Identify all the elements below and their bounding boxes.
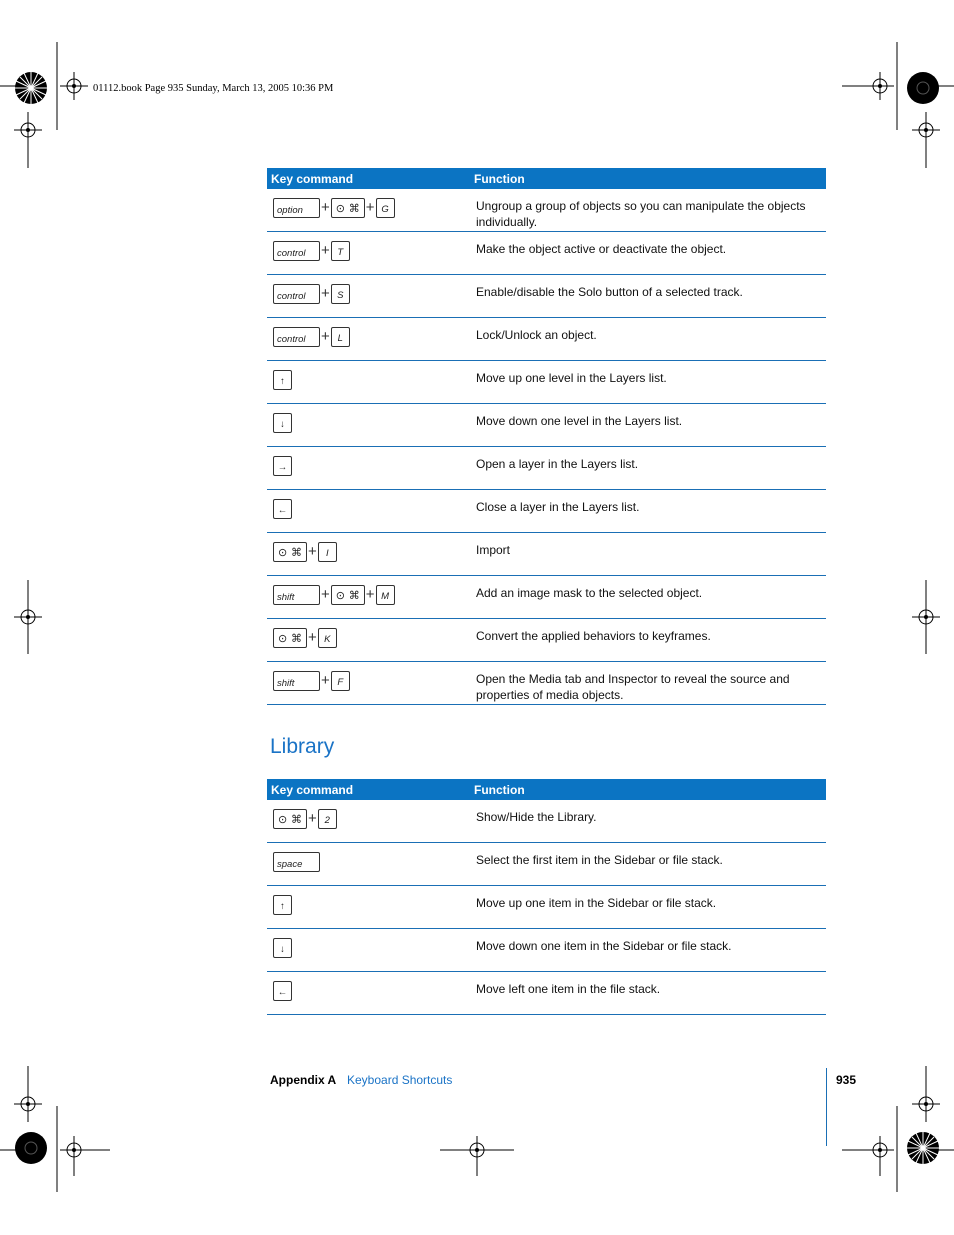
function-description: Show/Hide the Library.	[470, 800, 826, 843]
key-combo	[273, 542, 470, 562]
table-header-row	[267, 779, 826, 800]
function-description: Ungroup a group of objects so you can manipulate the objects individually.	[470, 189, 826, 232]
function-description: Move down one item in the Sidebar or file stack.	[470, 929, 826, 972]
key-combo	[273, 809, 470, 829]
keycap: space	[273, 852, 320, 872]
table-row	[267, 318, 826, 361]
function-description: Add an image mask to the selected object.	[470, 576, 826, 619]
command-key-icon	[273, 628, 307, 648]
function-description: Lock/Unlock an object.	[470, 318, 826, 361]
keycap: M	[376, 585, 395, 605]
function-description: Select the first item in the Sidebar or file stack.	[470, 843, 826, 886]
plus-sign: +	[365, 586, 375, 603]
column-header-function: Function	[470, 168, 826, 189]
key-combo	[273, 585, 470, 605]
key-combo	[273, 413, 470, 433]
function-description: Move left one item in the file stack.	[470, 972, 826, 1015]
keycap: control	[273, 284, 320, 304]
key-command-cell	[267, 232, 470, 275]
table-header-row	[267, 168, 826, 189]
keycap: ←	[273, 499, 292, 519]
table-row	[267, 404, 826, 447]
footer-appendix: Appendix A	[270, 1073, 337, 1087]
function-description: Move up one level in the Layers list.	[470, 361, 826, 404]
key-combo	[273, 628, 470, 648]
plus-sign: +	[308, 543, 317, 560]
key-combo	[273, 938, 470, 958]
plus-sign: +	[308, 810, 317, 827]
function-description: Open a layer in the Layers list.	[470, 447, 826, 490]
key-command-cell	[267, 843, 470, 886]
keycap: I	[318, 542, 337, 562]
keycap: L	[331, 327, 350, 347]
key-command-cell	[267, 275, 470, 318]
key-command-cell	[267, 447, 470, 490]
table-row	[267, 533, 826, 576]
apple-icon: ⊙	[278, 632, 288, 645]
library-key-commands-table	[267, 779, 826, 1015]
keycap: ←	[273, 981, 292, 1001]
keycap: ↓	[273, 938, 292, 958]
keycap: S	[331, 284, 350, 304]
plus-sign: +	[321, 586, 330, 603]
table-row	[267, 232, 826, 275]
plus-sign: +	[321, 672, 330, 689]
keycap: 2	[318, 809, 337, 829]
table-row	[267, 490, 826, 533]
column-header-key-command: Key command	[267, 779, 470, 800]
table-row	[267, 800, 826, 843]
apple-icon: ⊙	[335, 589, 345, 602]
key-command-cell	[267, 490, 470, 533]
key-combo	[273, 327, 470, 347]
keycap: T	[331, 241, 350, 261]
keycap: shift	[273, 671, 320, 691]
key-commands-table	[267, 168, 826, 705]
key-combo	[273, 499, 470, 519]
function-description: Close a layer in the Layers list.	[470, 490, 826, 533]
apple-icon: ⊙	[278, 813, 288, 826]
function-description: Move up one item in the Sidebar or file stack.	[470, 886, 826, 929]
function-description: Make the object active or deactivate the object.	[470, 232, 826, 275]
plus-sign: +	[321, 328, 330, 345]
key-combo	[273, 198, 470, 218]
plus-sign: +	[308, 629, 317, 646]
key-command-cell	[267, 576, 470, 619]
key-command-cell	[267, 662, 470, 705]
function-description: Import	[470, 533, 826, 576]
key-combo	[273, 981, 470, 1001]
apple-icon: ⊙	[278, 546, 288, 559]
key-command-cell	[267, 972, 470, 1015]
section-title: Library	[270, 735, 335, 758]
keycap: shift	[273, 585, 320, 605]
keycap: →	[273, 456, 292, 476]
function-description: Convert the applied behaviors to keyframes.	[470, 619, 826, 662]
keycap: control	[273, 327, 320, 347]
command-key-icon	[273, 542, 307, 562]
function-description: Enable/disable the Solo button of a selected track.	[470, 275, 826, 318]
cmd-icon: ⌘	[348, 202, 360, 215]
key-combo	[273, 852, 470, 872]
keycap: F	[331, 671, 350, 691]
function-description: Move down one level in the Layers list.	[470, 404, 826, 447]
keycap: control	[273, 241, 320, 261]
print-header: 01112.book Page 935 Sunday, March 13, 2005 10:36 PM	[93, 83, 334, 94]
key-command-cell	[267, 318, 470, 361]
key-command-cell	[267, 189, 470, 232]
table-row	[267, 447, 826, 490]
key-command-cell	[267, 404, 470, 447]
command-key-icon	[331, 585, 365, 605]
table-row	[267, 275, 826, 318]
column-header-function: Function	[470, 779, 826, 800]
cmd-icon: ⌘	[291, 813, 302, 826]
key-combo	[273, 370, 470, 390]
key-combo	[273, 241, 470, 261]
plus-sign: +	[321, 285, 330, 302]
key-command-cell	[267, 533, 470, 576]
footer-divider	[826, 1068, 827, 1146]
plus-sign: +	[321, 199, 330, 216]
page-number: 935	[836, 1073, 857, 1087]
table-row	[267, 972, 826, 1015]
cmd-icon: ⌘	[291, 546, 302, 559]
column-header-key-command: Key command	[267, 168, 470, 189]
apple-icon: ⊙	[335, 202, 345, 215]
key-command-cell	[267, 929, 470, 972]
keycap: ↑	[273, 895, 292, 915]
table-body	[267, 800, 826, 1015]
key-command-cell	[267, 619, 470, 662]
keycap: G	[376, 198, 395, 218]
key-combo	[273, 456, 470, 476]
command-key-icon	[331, 198, 365, 218]
key-command-cell	[267, 361, 470, 404]
key-combo	[273, 284, 470, 304]
table-row	[267, 929, 826, 972]
command-key-icon	[273, 809, 307, 829]
key-command-cell	[267, 886, 470, 929]
table-row	[267, 619, 826, 662]
keycap: K	[318, 628, 337, 648]
key-combo	[273, 895, 470, 915]
table-row	[267, 189, 826, 232]
cmd-icon: ⌘	[291, 632, 302, 645]
cmd-icon: ⌘	[348, 589, 360, 602]
function-description: Open the Media tab and Inspector to reveal the source and properties of media objects.	[470, 662, 826, 705]
table-body	[267, 189, 826, 705]
table-row	[267, 576, 826, 619]
keycap: ↑	[273, 370, 292, 390]
plus-sign: +	[321, 242, 330, 259]
table-row	[267, 662, 826, 705]
table-row	[267, 361, 826, 404]
table-row	[267, 886, 826, 929]
key-command-cell	[267, 800, 470, 843]
footer-section-link[interactable]: Keyboard Shortcuts	[347, 1073, 453, 1087]
table-row	[267, 843, 826, 886]
key-combo	[273, 671, 470, 691]
keycap: option	[273, 198, 320, 218]
plus-sign: +	[365, 199, 375, 216]
keycap: ↓	[273, 413, 292, 433]
